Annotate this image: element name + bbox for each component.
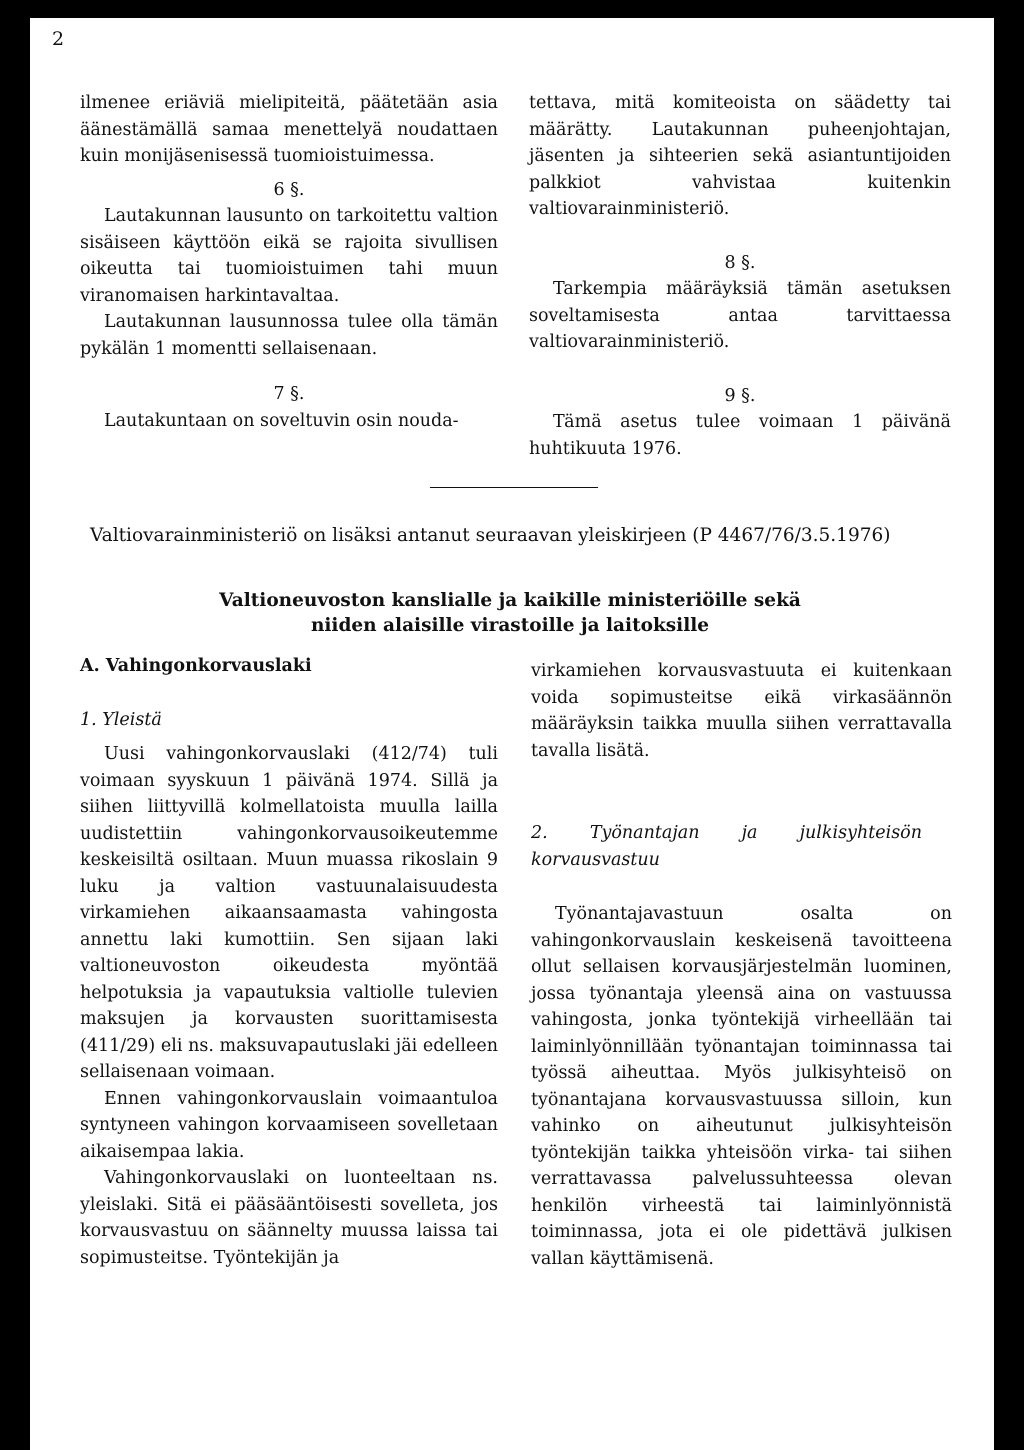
top-left-column xyxy=(80,90,498,434)
paragraph: Työnantajavastuun osalta on vahingonkorvauslain keskeisenä tavoitteena ollut sellaisen korvausjärjestelmän luominen, jossa työnantaja yleensä aina on vastuussa vahingosta, jonka työntekijä virheellään tai laiminlyönnillään työnantajan toiminnassa tai työssä aiheuttaa. Myös julkisyhteisö on työnantajana korvausvastuussa silloin, kun vahinko on aiheutunut julkisyhteisön työntekijän taikka yhteisöön virka- tai siihen verrattavassa palvelussuhteessa olevan henkilön virheestä tai laiminlyönnistä toiminnassa, jota ei ole pidettävä julkisen vallan käyttämisenä. xyxy=(531,904,952,1269)
separator-rule xyxy=(430,487,598,488)
paragraph: Ennen vahingonkorvauslain voimaantuloa syntyneen vahingon korvaamiseen sovelletaan aikaisempaa lakia. xyxy=(80,1088,498,1162)
paragraph: tettava, mitä komiteoista on säädetty tai määrätty. Lautakunnan puheenjohtajan, jäsenten ja sihteerien sekä asiantuntijoiden palkkiot vahvistaa kuitenkin valtiovarainministeriö. xyxy=(529,93,951,219)
paragraph: Lautakunnan lausunnossa tulee olla tämän pykälän 1 momentti sellaisenaan. xyxy=(80,312,498,359)
paragraph: Lautakunnan lausunto on tarkoitettu valtion sisäiseen käyttöön eikä se rajoita sivullisen oikeutta tai tuomioistuimen tahi muun viranomaisen harkintavaltaa. xyxy=(80,206,498,306)
paragraph: Lautakuntaan on soveltuvin osin nouda- xyxy=(104,410,459,431)
paragraph: virkamiehen korvausvastuuta ei kuitenkaan voida sopimusteitse eikä virkasäännön määräyksin taikka muulla siihen verrattavalla tavalla lisätä. xyxy=(531,661,952,761)
paragraph: Vahingonkorvauslaki on luonteeltaan ns. yleislaki. Sitä ei pääsääntöisesti sovelleta, jos korvausvastuu on säännelty muussa laissa tai sopimusteitse. Työntekijän ja xyxy=(80,1168,498,1268)
circular-note: Valtiovarainministeriö on lisäksi antanut seuraavan yleiskirjeen (P 4467/76/3.5.1976) xyxy=(90,525,891,546)
paragraph: Tämä asetus tulee voimaan 1 päivänä huhtikuuta 1976. xyxy=(529,412,951,459)
paragraph: Uusi vahingonkorvauslaki (412/74) tuli voimaan syyskuun 1 päivänä 1974. Sillä ja siihen liittyvillä kolmellatoista muulla lailla uudistettiin vahingonkorvausoikeutemme keskeisiltä osiltaan. Muun muassa rikoslain 9 luku ja valtion vastuunalaisuudesta virkamiehen aikaansaamasta vahingosta annettu laki kumottiin. Sen sijaan laki valtioneuvoston oikeudesta myöntää helpotuksia ja vapautuksia valtiolle tulevien maksujen ja korvausten suorittamisesta (411/29) eli ns. maksuvapautuslaki jäi edelleen sellaisenaan voimaan. xyxy=(80,744,498,1082)
addressee-heading: Valtioneuvoston kanslialle ja kaikille ministeriöille sekä niiden alaisille virastoille ja laitoksille xyxy=(219,590,801,636)
paragraph: Tarkempia määräyksiä tämän asetuksen soveltamisesta antaa tarvittaessa valtiovarainministeriö. xyxy=(529,279,951,352)
paragraph: ilmenee eriäviä mielipiteitä, päätetään asia äänestämällä samaa menettelyä noudattaen kuin monijäsenisessä tuomioistuimessa. xyxy=(80,93,498,166)
bottom-left-column xyxy=(80,653,498,1271)
subheading-yleista: 1. Yleistä xyxy=(80,709,162,730)
section-9-heading: 9 §. xyxy=(724,385,756,406)
section-6-heading: 6 §. xyxy=(273,179,305,200)
right-scan-edge xyxy=(994,18,1004,1450)
top-right-column xyxy=(529,90,951,462)
subheading-tyonantajan-vastuu: 2. Työnantajan ja julkisyhteisön korvausvastuu xyxy=(531,823,922,870)
bottom-right-column xyxy=(531,658,952,1272)
page-number: 2 xyxy=(52,28,65,50)
section-7-heading: 7 §. xyxy=(273,384,305,404)
section-8-heading: 8 §. xyxy=(724,252,756,273)
section-a-heading: A. Vahingonkorvauslaki xyxy=(80,656,312,676)
